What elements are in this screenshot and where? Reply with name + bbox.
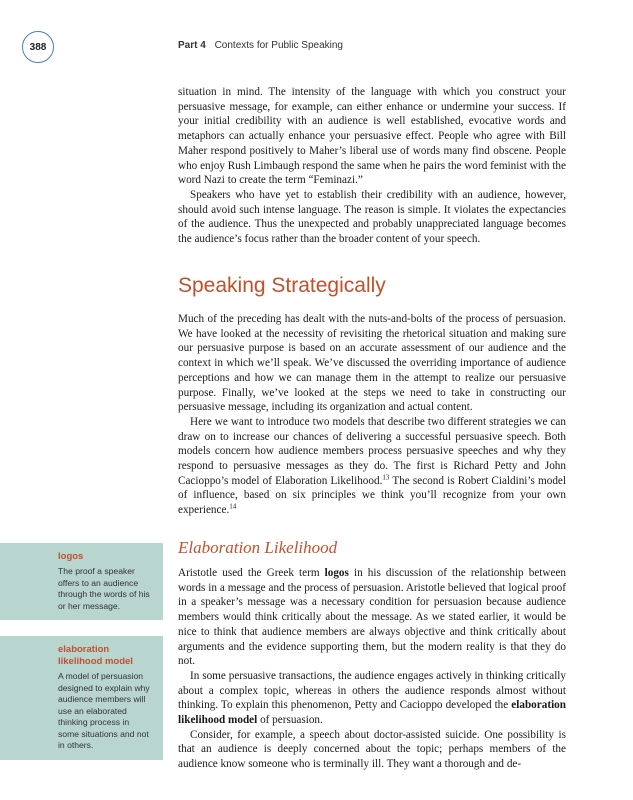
glossary-term: logos [58,551,84,562]
running-head [178,40,343,51]
endnote-ref[interactable]: 14 [229,502,237,511]
endnote-ref[interactable]: 13 [382,473,390,481]
page-number: 388 [22,31,54,63]
body-paragraph [178,415,566,518]
glossary-definition: A model of persuasion designed to explain why audience members will use an elaborated thinking process in some situations and not in others. [58,671,150,750]
body-paragraph [178,669,566,728]
glossary-definition: The proof a speaker offers to an audience through the words of his or her message. [58,566,150,611]
body-paragraph: Much of the preceding has dealt with the nuts-and-bolts of the process of persuasion. We have looked at the necessity of revisiting the rhetorical situation and making sure our persuasive purpose is based on an accurate assessment of our audience and the context in which we’ll speak. We’ve discussed the overriding importance of audience perceptions and how we can manage them in the attempt to realize our persuasive purpose. Finally, we’ve looked at the steps we need to take in constructing our persuasive message, including its organization and actual content. [178,313,566,414]
body-paragraph: Consider, for example, a speech about doctor-assisted suicide. One possibility is that an audience is deeply concerned about the topic; perhaps members of the audience know someone who is terminally ill. They want a thorough and de- [178,728,566,771]
intro-text [178,85,566,247]
section-heading: Speaking Strategically [178,274,386,297]
section-body [178,312,566,518]
body-text: Aristotle used the Greek term [178,567,325,579]
key-term-logos: logos [324,567,349,579]
body-paragraph [178,566,566,669]
body-text: in his discussion of the relationship between words in a message and the process of persuasion. Aristotle believed that logical proof in a speaker’s message was a necessary condition for persuasion because audience members would think critically about the message. As we stated earlier, it would be nice to think that audience members are always objective and think critically about arguments and the evidence supporting them, but the modern reality is that they do not. [178,567,567,668]
key-term-elaboration-likelihood-model: elaboration likelihood model [178,699,566,727]
body-text: of persuasion. [257,714,323,727]
body-text: The second is Robert Cialdini’s model of influence, based on six principles we think you’ll recognize from your own experience. [178,474,567,517]
body-text: In some persuasive transactions, the audience engages actively in thinking critically about a complex topic, whereas in others the audience responds almost without thinking. To explain this phenomenon, Petty and Cacioppo developed the [178,669,566,712]
part-label: Part 4 [178,40,206,51]
intro-paragraph: Speakers who have yet to establish their credibility with an audience, however, should avoid such intense language. The reason is simple. It violates the expectancies of the audience. Thus the unexpected and probably unappreciated language becomes the audience’s focus rather than the broader content of your speech. [178,188,566,246]
glossary-box-elaboration [0,636,163,760]
subsection-body [178,566,566,772]
part-title: Contexts for Public Speaking [214,40,343,51]
intro-paragraph: situation in mind. The intensity of the language with which you construct your persuasive message, for example, can either enhance or undermine your success. If your initial credibility with an audience is well established, evocative words and metaphors can actually enhance your persuasive effect. People who agree with Bill Maher respond positively to Maher’s liberal use of words many find obscene. People who enjoy Rush Limbaugh respond the same when he pairs the word feminist with the word Nazi to create the term “Feminazi.” [178,86,566,187]
glossary-term: elaboration likelihood model [58,644,133,667]
subsection-heading: Elaboration Likelihood [178,538,338,557]
glossary-box-logos [0,543,163,620]
body-text: Here we want to introduce two models that describe two different strategies we can draw on to increase our chances of delivering a successful persuasive speech. Both models concern how audience members process persuasive speeches and why they respond to persuasive messages as they do. The first is Richard Petty and John Cacioppo’s model of Elaboration Likelihood. [178,415,566,487]
